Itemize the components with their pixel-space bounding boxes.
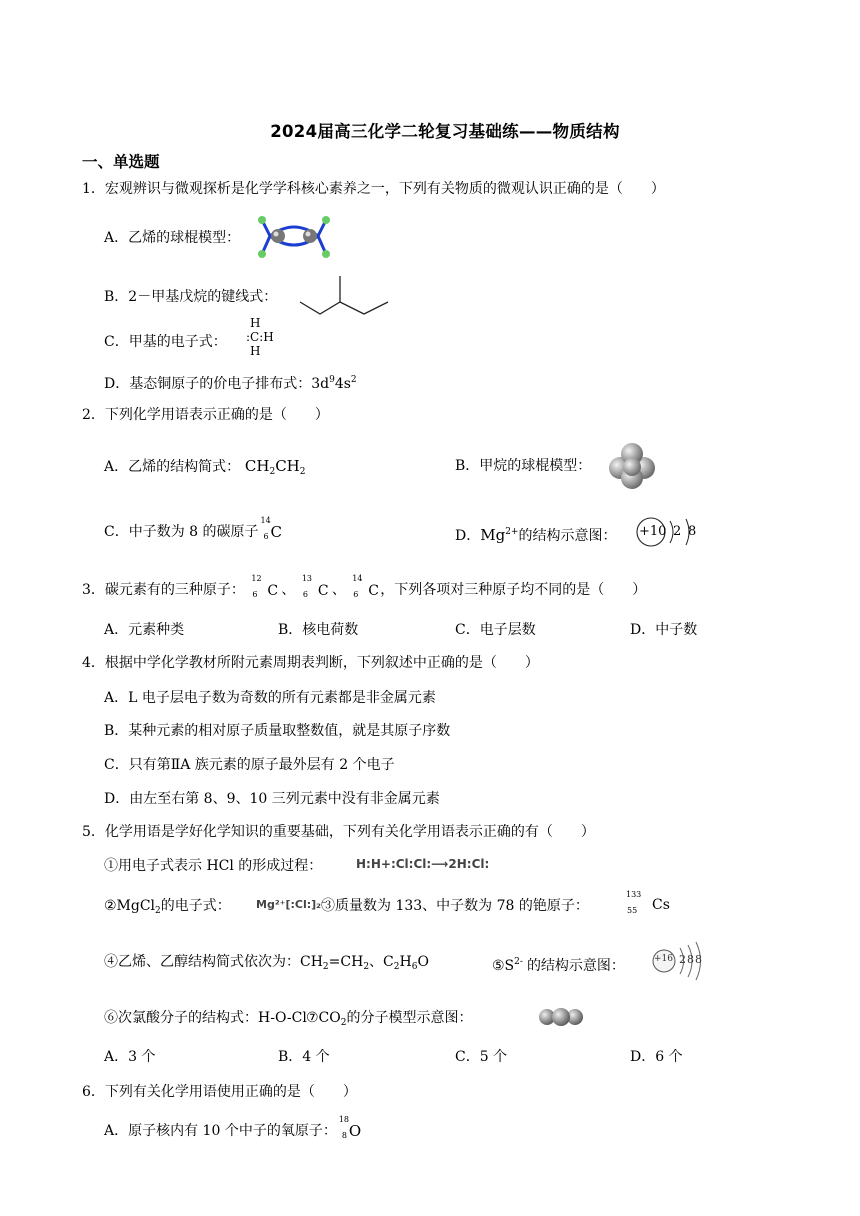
q3-iso2-z: 6	[302, 590, 308, 599]
q2-a-sub2: 2	[299, 467, 306, 477]
mg-shell-1: 2	[673, 524, 682, 539]
q5-i4-mid3: H	[399, 954, 412, 970]
cs-isotope	[626, 890, 670, 915]
q5-i5-sup: 2-	[514, 957, 523, 967]
q5-option-d: D．6 个	[630, 1049, 683, 1065]
cs-mass: 133	[626, 890, 642, 899]
q3-iso3-symbol: C	[368, 583, 379, 599]
q1-d-mid: 4s	[334, 376, 351, 392]
methane-ball-stick-model	[606, 442, 658, 490]
q2-d-charge: 2+	[505, 527, 519, 537]
q2-option-d	[455, 522, 616, 546]
q3-stem-pre: 3．碳元素有的三种原子：	[82, 582, 245, 598]
cs-symbol: Cs	[652, 897, 670, 913]
q2-a-sub1: 2	[269, 467, 276, 477]
q5-i7-sub: 2	[340, 1018, 347, 1028]
q5-item-7	[306, 1008, 472, 1033]
q2-c-mass: 14	[260, 516, 271, 525]
q5-i2-pre: ②MgCl	[104, 898, 156, 914]
q2-c-isotope	[260, 516, 283, 541]
q5-i7-post: 的分子模型示意图：	[346, 1010, 473, 1026]
q5-option-c: C．5 个	[455, 1049, 508, 1065]
q5-i4-pre: ④乙烯、乙醇结构简式依次为：CH	[104, 954, 323, 970]
q1-d-sup1: 9	[329, 375, 335, 385]
q2-d-mg: Mg	[480, 526, 506, 544]
q6-o-mass: 18	[338, 1115, 350, 1124]
q5-item-1: ①用电子式表示 HCl 的形成过程：	[104, 858, 323, 874]
ethylene-ball-stick-model	[256, 214, 332, 260]
q3-iso2-mass: 13	[301, 574, 313, 583]
q3-isotope-2	[301, 574, 329, 599]
q3-stem	[82, 574, 647, 600]
q5-item-2	[104, 896, 231, 921]
q5-i5-post: 的结构示意图：	[526, 958, 625, 974]
skeletal-formula	[296, 272, 392, 318]
mgcl2-electron-formula-image: Mg²⁺[:Cl:]₂⁻	[256, 898, 327, 911]
methyl-h-bottom: H	[250, 344, 261, 358]
page-title: 2024届高三化学二轮复习基础练——物质结构	[270, 122, 620, 141]
q1-option-c: C．甲基的电子式：	[104, 334, 227, 350]
q1-option-d	[104, 370, 357, 394]
q5-option-a: A．3 个	[104, 1049, 156, 1065]
q2-a-text: A．乙烯的结构简式：	[104, 459, 241, 475]
q4-option-d: D．由左至右第 8、9、10 三列元素中没有非金属元素	[104, 791, 440, 807]
mg-ion-structure-diagram	[634, 515, 706, 549]
q6-o-z: 8	[341, 1131, 347, 1140]
q1-d-sup2: 2	[350, 375, 357, 385]
q3-iso3-mass: 14	[352, 574, 363, 583]
q1-option-b: B．2－甲基戊烷的键线式：	[104, 289, 278, 305]
q3-isotope-1	[251, 574, 279, 599]
q5-item-6: ⑥次氯酸分子的结构式：H-O-Cl	[104, 1010, 307, 1026]
q5-i2-post: 的电子式：	[160, 898, 231, 914]
q3-iso1-symbol: C	[267, 583, 279, 599]
s-ion-structure-diagram	[650, 940, 706, 982]
q3-stem-post: ，下列各项对三种原子均不同的是（ ）	[380, 582, 647, 598]
q6-a-text: A．原子核内有 10 个中子的氧原子：	[104, 1123, 337, 1139]
s-nucleus-label: +16	[654, 954, 673, 964]
cs-z: 55	[627, 906, 638, 915]
q2-d-label: D．	[455, 528, 481, 544]
co2-molecule-model	[537, 1006, 585, 1028]
mg-nucleus-label: +10	[639, 524, 667, 539]
q5-i4-mid2: 、C	[369, 954, 394, 970]
q6-stem: 6．下列有关化学用语使用正确的是（ ）	[82, 1084, 357, 1100]
q2-stem: 2．下列化学用语表示正确的是（ ）	[82, 407, 329, 423]
q6-option-a	[104, 1115, 363, 1141]
methyl-c-h: :C:H	[246, 330, 274, 344]
q3-iso1-sep: 、	[281, 582, 296, 598]
q3-option-a: A．元素种类	[104, 622, 185, 638]
q5-item-5	[492, 952, 625, 976]
q2-option-c	[104, 516, 283, 542]
q1-stem: 1．宏观辨识与微观探析是化学学科核心素养之一，下列有关物质的微观认识正确的是（ ）	[82, 181, 665, 197]
q2-c-text: C．中子数为 8 的碳原子	[104, 524, 259, 540]
q4-option-c: C．只有第ⅡA 族元素的原子最外层有 2 个电子	[104, 757, 395, 773]
q5-i4-mid1: =CH	[328, 954, 364, 970]
q5-i7-pre: ⑦CO	[306, 1010, 341, 1026]
q2-a-ch: CH	[244, 457, 270, 475]
q5-item-4	[104, 952, 429, 977]
q2-c-z: 6	[263, 532, 269, 541]
q3-iso1-z: 6	[252, 590, 258, 599]
q2-option-b: B．甲烷的球棍模型：	[455, 458, 592, 474]
q4-option-a: A．L 电子层电子数为奇数的所有元素都是非金属元素	[104, 690, 436, 706]
q5-i4-sub1: 2	[322, 962, 329, 972]
q1-option-a: A．乙烯的球棍模型：	[104, 230, 241, 246]
q3-iso1-mass: 12	[251, 574, 262, 583]
q3-option-d: D．中子数	[630, 622, 698, 638]
methyl-electron-formula	[246, 316, 274, 358]
q5-i2-sub: 2	[155, 906, 161, 916]
q5-item-3: ③质量数为 133、中子数为 78 的铯原子：	[321, 898, 589, 914]
q5-i4-post: O	[417, 954, 429, 970]
q3-iso2-sep: 、	[331, 582, 346, 598]
q5-option-b: B．4 个	[278, 1049, 330, 1065]
q4-option-b: B．某种元素的相对原子质量取整数值，就是其原子序数	[104, 723, 451, 739]
section-heading: 一、单选题	[82, 153, 160, 171]
q3-iso2-symbol: C	[317, 583, 329, 599]
q3-isotope-3	[352, 574, 379, 599]
q3-option-c: C．电子层数	[455, 622, 536, 638]
q2-d-post: 的结构示意图：	[518, 528, 617, 544]
q2-option-a	[104, 456, 306, 482]
q2-a-ch2: CH	[275, 457, 300, 475]
q5-i4-sub4: 6	[411, 962, 418, 972]
q4-stem: 4．根据中学化学教材所附元素周期表判断，下列叙述中正确的是（ ）	[82, 655, 539, 671]
hcl-formation-image: H:H+:Cl:Cl:⟶2H:Cl:	[356, 857, 490, 871]
q2-c-symbol: C	[270, 523, 283, 541]
q5-stem: 5．化学用语是学好化学知识的重要基础，下列有关化学用语表示正确的有（ ）	[82, 824, 595, 840]
s-electron-shells: 288	[679, 953, 703, 966]
q5-i5-pre: ⑤S	[492, 958, 515, 974]
q5-i4-sub2: 2	[363, 962, 370, 972]
mg-shell-2: 8	[688, 524, 697, 539]
q1-d-text: D．基态铜原子的价电子排布式：3d	[104, 376, 330, 392]
methyl-h-top: H	[250, 316, 261, 330]
q6-oxygen-isotope	[338, 1115, 362, 1140]
q3-option-b: B．核电荷数	[278, 622, 359, 638]
q5-i4-sub3: 2	[393, 962, 400, 972]
q6-o-symbol: O	[348, 1122, 362, 1140]
q3-iso3-z: 6	[353, 590, 359, 599]
